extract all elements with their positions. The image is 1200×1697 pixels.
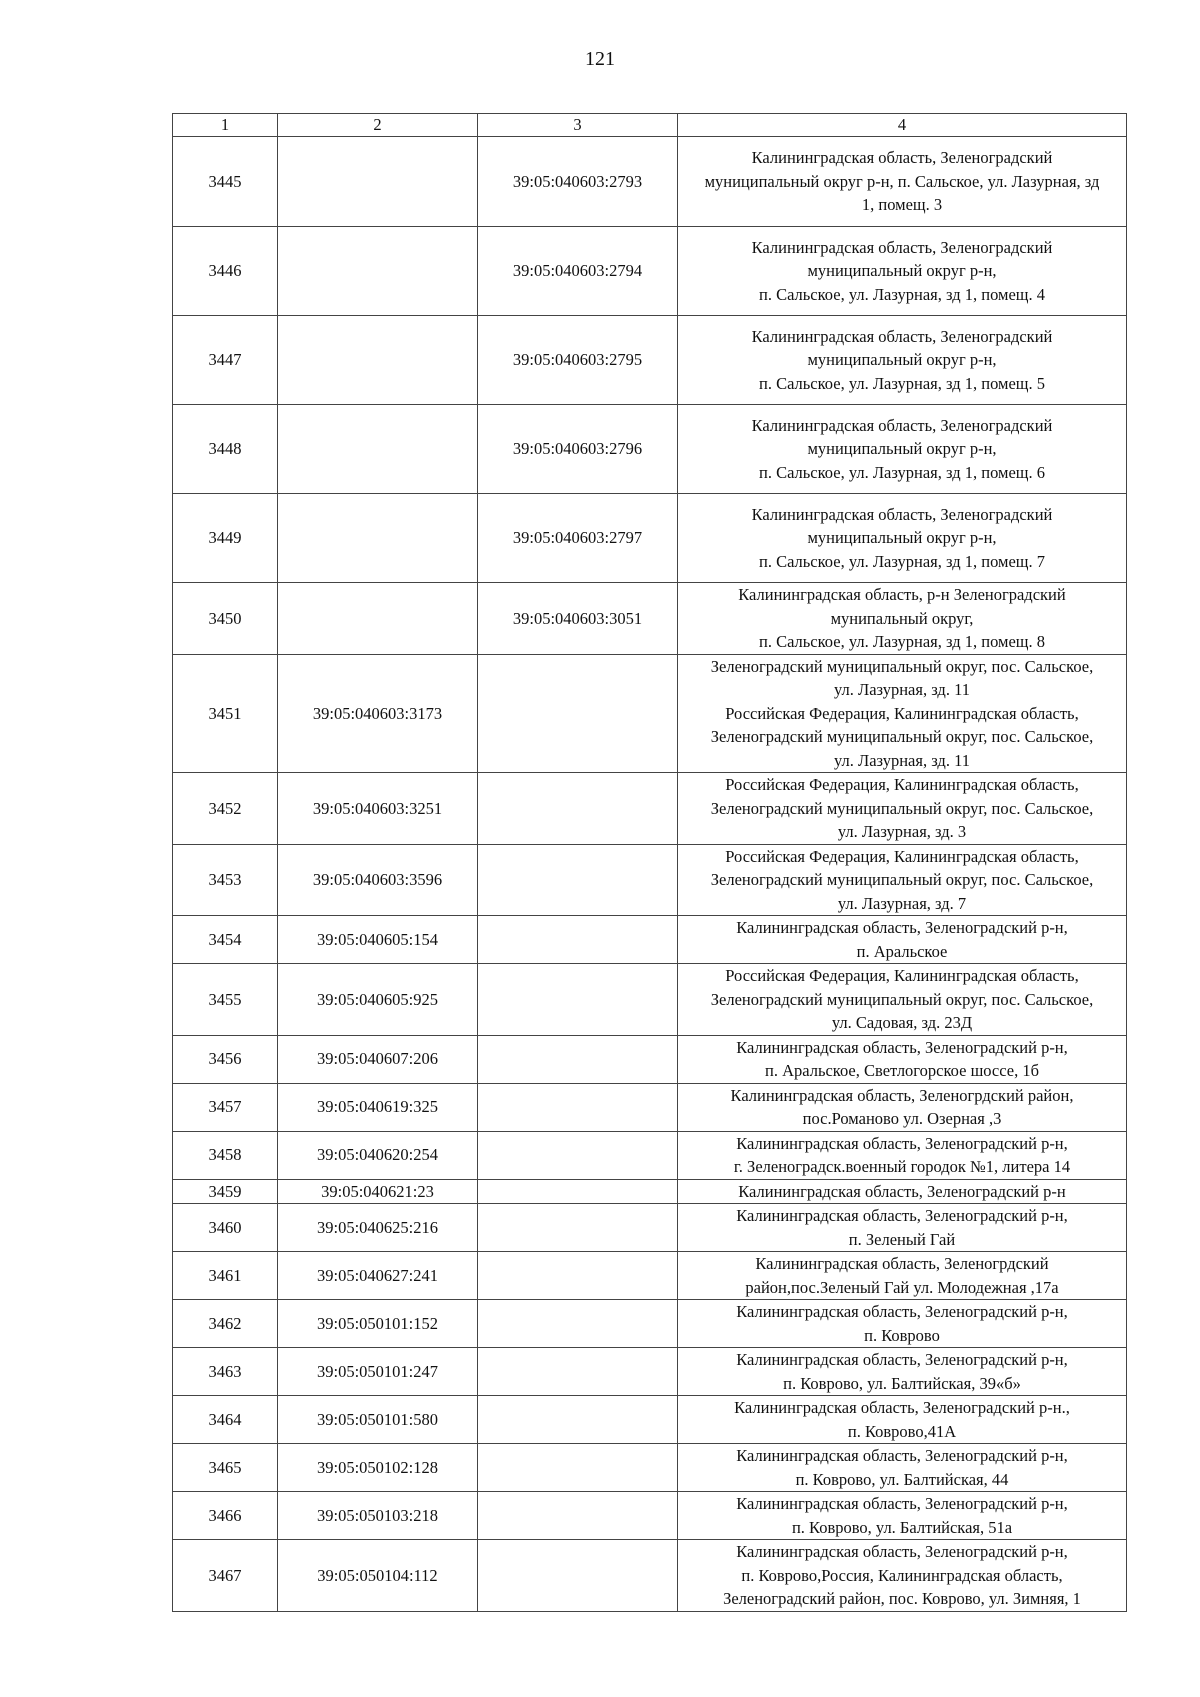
table-row: [173, 1396, 1127, 1444]
address: Калининградская область, Зеленоградский муниципальный округ р-н, п. Сальское, ул. Лазурная, зд 1, помещ. 6: [678, 405, 1127, 494]
cadastral-number-col2: 39:05:040605:154: [278, 916, 478, 964]
cadastral-number-col2: [278, 494, 478, 583]
cadastral-number-col2: 39:05:050103:218: [278, 1492, 478, 1540]
table-row: [173, 316, 1127, 405]
cadastral-number-col2: 39:05:040625:216: [278, 1204, 478, 1252]
row-number: 3457: [173, 1083, 278, 1131]
address: Калининградская область, Зеленоградский р-н., п. Коврово,41А: [678, 1396, 1127, 1444]
address: Калининградская область, Зеленогрдский район, пос.Романово ул. Озерная ,3: [678, 1083, 1127, 1131]
table-row: [173, 1179, 1127, 1204]
cadastral-number-col2: 39:05:050101:152: [278, 1300, 478, 1348]
header-col-3: 3: [478, 114, 678, 137]
table-row: [173, 1348, 1127, 1396]
cadastral-number-col2: 39:05:040603:3251: [278, 773, 478, 845]
address: Калининградская область, Зеленоградский муниципальный округ р-н, п. Сальское, ул. Лазурная, зд 1, помещ. 3: [678, 137, 1127, 227]
cadastral-number-col3: 39:05:040603:2794: [478, 227, 678, 316]
cadastral-number-col3: [478, 1540, 678, 1612]
address: Калининградская область, Зеленогрдский район,пос.Зеленый Гай ул. Молодежная ,17а: [678, 1252, 1127, 1300]
row-number: 3463: [173, 1348, 278, 1396]
cadastral-number-col3: 39:05:040603:2797: [478, 494, 678, 583]
address: Калининградская область, р-н Зеленоградский мунипальный округ, п. Сальское, ул. Лазурная, зд 1, помещ. 8: [678, 583, 1127, 655]
address: Калининградская область, Зеленоградский р-н, п. Зеленый Гай: [678, 1204, 1127, 1252]
row-number: 3452: [173, 773, 278, 845]
register-table: [172, 113, 1127, 1612]
header-col-4: 4: [678, 114, 1127, 137]
table-row: [173, 1204, 1127, 1252]
table-row: [173, 583, 1127, 655]
cadastral-number-col2: [278, 137, 478, 227]
header-col-1: 1: [173, 114, 278, 137]
cadastral-number-col3: [478, 1492, 678, 1540]
address: Калининградская область, Зеленоградский р-н, п. Коврово, ул. Балтийская, 51а: [678, 1492, 1127, 1540]
address: Калининградская область, Зеленоградский муниципальный округ р-н, п. Сальское, ул. Лазурная, зд 1, помещ. 4: [678, 227, 1127, 316]
row-number: 3446: [173, 227, 278, 316]
table-row: [173, 654, 1127, 773]
row-number: 3455: [173, 964, 278, 1036]
row-number: 3454: [173, 916, 278, 964]
address: Калининградская область, Зеленоградский р-н, г. Зеленоградск.военный городок №1, литера 14: [678, 1131, 1127, 1179]
table-row: [173, 227, 1127, 316]
cadastral-number-col2: 39:05:040607:206: [278, 1035, 478, 1083]
cadastral-number-col2: 39:05:050101:247: [278, 1348, 478, 1396]
address: Российская Федерация, Калининградская область, Зеленоградский муниципальный округ, пос. Сальское, ул. Садовая, зд. 23Д: [678, 964, 1127, 1036]
table-row: [173, 1252, 1127, 1300]
address: Калининградская область, Зеленоградский р-н, п. Коврово, ул. Балтийская, 44: [678, 1444, 1127, 1492]
cadastral-number-col2: 39:05:050104:112: [278, 1540, 478, 1612]
cadastral-number-col3: [478, 1204, 678, 1252]
row-number: 3467: [173, 1540, 278, 1612]
cadastral-number-col2: 39:05:040603:3596: [278, 844, 478, 916]
cadastral-number-col2: [278, 227, 478, 316]
row-number: 3465: [173, 1444, 278, 1492]
cadastral-number-col3: [478, 654, 678, 773]
row-number: 3448: [173, 405, 278, 494]
table-row: [173, 1131, 1127, 1179]
table-row: [173, 964, 1127, 1036]
table-row: [173, 1300, 1127, 1348]
row-number: 3462: [173, 1300, 278, 1348]
row-number: 3453: [173, 844, 278, 916]
cadastral-number-col2: 39:05:040620:254: [278, 1131, 478, 1179]
address: Калининградская область, Зеленоградский муниципальный округ р-н, п. Сальское, ул. Лазурная, зд 1, помещ. 5: [678, 316, 1127, 405]
cadastral-number-col3: [478, 916, 678, 964]
address: Российская Федерация, Калининградская область, Зеленоградский муниципальный округ, пос. Сальское, ул. Лазурная, зд. 3: [678, 773, 1127, 845]
row-number: 3466: [173, 1492, 278, 1540]
table-row: [173, 1540, 1127, 1612]
cadastral-number-col3: [478, 964, 678, 1036]
address: Калининградская область, Зеленоградский р-н: [678, 1179, 1127, 1204]
page-number: 121: [585, 48, 615, 70]
cadastral-number-col3: [478, 1035, 678, 1083]
cadastral-number-col2: 39:05:040621:23: [278, 1179, 478, 1204]
cadastral-number-col2: 39:05:050101:580: [278, 1396, 478, 1444]
row-number: 3450: [173, 583, 278, 655]
table-row: [173, 1444, 1127, 1492]
address: Калининградская область, Зеленоградский р-н, п. Аральское: [678, 916, 1127, 964]
table-row: [173, 405, 1127, 494]
table-row: [173, 1083, 1127, 1131]
address: Зеленоградский муниципальный округ, пос. Сальское, ул. Лазурная, зд. 11 Российская Федерация, Калининградская область, Зеленоградский муниципальный округ, пос. Сальское, ул. Лазурная, зд. 11: [678, 654, 1127, 773]
cadastral-number-col2: [278, 316, 478, 405]
header-col-2: 2: [278, 114, 478, 137]
row-number: 3449: [173, 494, 278, 583]
row-number: 3445: [173, 137, 278, 227]
cadastral-number-col3: 39:05:040603:2796: [478, 405, 678, 494]
address: Калининградская область, Зеленоградский р-н, п. Коврово,Россия, Калининградская область, Зеленоградский район, пос. Коврово, ул. Зимняя, 1: [678, 1540, 1127, 1612]
table-row: [173, 1035, 1127, 1083]
cadastral-number-col3: [478, 1444, 678, 1492]
table-row: [173, 773, 1127, 845]
cadastral-number-col2: 39:05:040603:3173: [278, 654, 478, 773]
cadastral-number-col2: 39:05:040627:241: [278, 1252, 478, 1300]
cadastral-number-col3: [478, 1252, 678, 1300]
table-row: [173, 844, 1127, 916]
row-number: 3459: [173, 1179, 278, 1204]
cadastral-number-col3: 39:05:040603:2793: [478, 137, 678, 227]
cadastral-number-col3: 39:05:040603:3051: [478, 583, 678, 655]
address: Калининградская область, Зеленоградский р-н, п. Аральское, Светлогорское шоссе, 1б: [678, 1035, 1127, 1083]
address: Калининградская область, Зеленоградский муниципальный округ р-н, п. Сальское, ул. Лазурная, зд 1, помещ. 7: [678, 494, 1127, 583]
address: Калининградская область, Зеленоградский р-н, п. Коврово, ул. Балтийская, 39«б»: [678, 1348, 1127, 1396]
row-number: 3464: [173, 1396, 278, 1444]
cadastral-number-col3: [478, 773, 678, 845]
cadastral-number-col3: [478, 1300, 678, 1348]
row-number: 3447: [173, 316, 278, 405]
cadastral-number-col3: [478, 1083, 678, 1131]
table-row: [173, 916, 1127, 964]
cadastral-number-col2: 39:05:040619:325: [278, 1083, 478, 1131]
table-row: [173, 494, 1127, 583]
table-row: [173, 137, 1127, 227]
table-row: [173, 1492, 1127, 1540]
row-number: 3451: [173, 654, 278, 773]
row-number: 3456: [173, 1035, 278, 1083]
address: Российская Федерация, Калининградская область, Зеленоградский муниципальный округ, пос. Сальское, ул. Лазурная, зд. 7: [678, 844, 1127, 916]
table-header-row: [173, 114, 1127, 137]
cadastral-number-col2: 39:05:040605:925: [278, 964, 478, 1036]
row-number: 3460: [173, 1204, 278, 1252]
cadastral-number-col3: [478, 1131, 678, 1179]
cadastral-number-col3: [478, 1348, 678, 1396]
cadastral-number-col3: [478, 844, 678, 916]
cadastral-number-col2: [278, 583, 478, 655]
cadastral-number-col3: [478, 1396, 678, 1444]
cadastral-number-col2: 39:05:050102:128: [278, 1444, 478, 1492]
cadastral-number-col3: [478, 1179, 678, 1204]
row-number: 3458: [173, 1131, 278, 1179]
address: Калининградская область, Зеленоградский р-н, п. Коврово: [678, 1300, 1127, 1348]
cadastral-number-col2: [278, 405, 478, 494]
row-number: 3461: [173, 1252, 278, 1300]
cadastral-number-col3: 39:05:040603:2795: [478, 316, 678, 405]
